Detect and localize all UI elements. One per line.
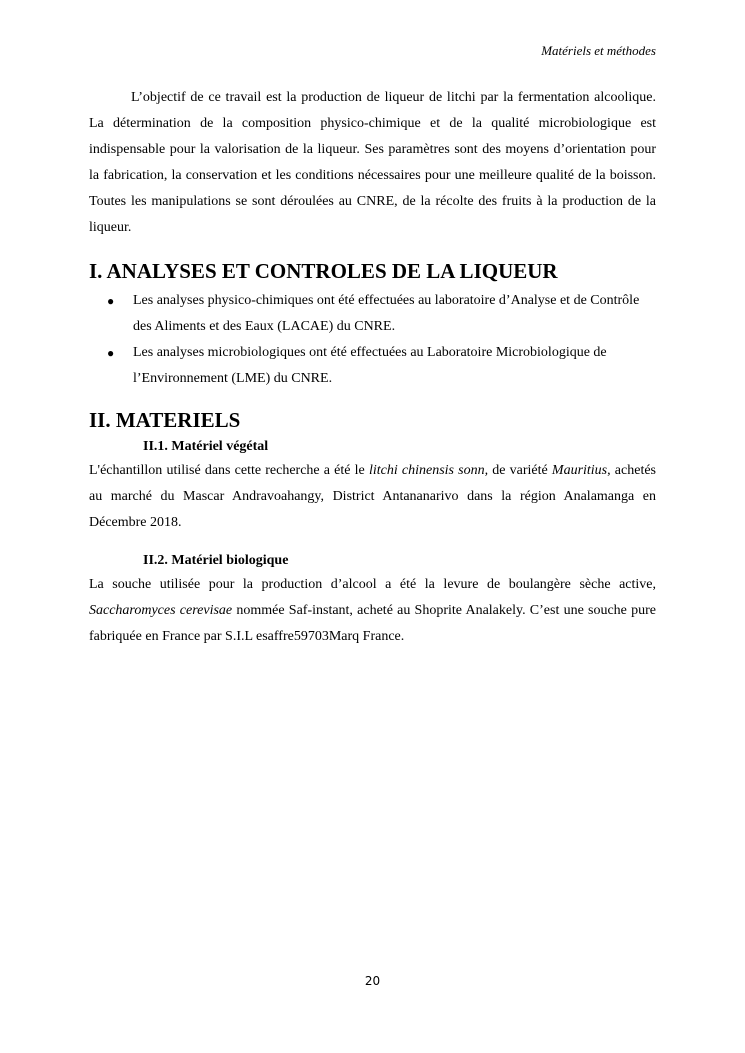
- bullet-dot-icon: ●: [107, 346, 115, 360]
- intro-paragraph: L’objectif de ce travail est la production de liqueur de litchi par la fermentation alcoolique. La détermination de la composition physico-chimique et de la qualité microbiologique est indispensable pour la valorisation de la liqueur. Ses paramètres sont des moyens d’orientation pour la fabrication, la conservation et les conditions nécessaires pour une meilleure qualité de la boisson. Toutes les manipulations se sont déroulées au CNRE, de la récolte des fruits à la production de la liqueur.: [89, 90, 656, 235]
- bullet-text: Les analyses microbiologiques ont été effectuées au Laboratoire Microbiologique de l’Environnement (LME) du CNRE.: [133, 345, 607, 386]
- running-header: Matériels et méthodes: [541, 43, 656, 58]
- text-segment: , achetés au marché du Mascar Andravoahangy, District Antananarivo dans la région Analamanga en Décembre 2018.: [89, 463, 657, 530]
- section-1-bullet-list: [89, 288, 656, 392]
- bullet-text: Les analyses physico-chimiques ont été effectuées au laboratoire d’Analyse et de Contrôle des Aliments et des Eaux (LACAE) du CNRE.: [133, 293, 640, 334]
- text-segment: La souche utilisée pour la production d’alcool a été la levure de boulangère sèche active,: [89, 577, 656, 592]
- page-number: 20: [364, 974, 381, 988]
- bullet-item: [89, 288, 656, 340]
- species-name: litchi chinensis sonn,: [368, 463, 489, 478]
- variety-name: Mauritius: [551, 463, 608, 478]
- section-2-heading: II. MATERIELS: [89, 408, 241, 432]
- subsection-2-2-paragraph: [89, 572, 656, 650]
- species-name: Saccharomyces cerevisae: [89, 603, 233, 618]
- text-segment: L'échantillon utilisé dans cette recherche a été le: [89, 463, 369, 478]
- text-segment: nommée Saf-instant, acheté au Shoprite Analakely. C’est une souche pure fabriquée en France par S.I.L esaffre59703Marq France.: [89, 603, 656, 644]
- bullet-dot-icon: ●: [107, 294, 115, 308]
- page-body: [89, 85, 656, 650]
- subsection-2-1-paragraph: [89, 458, 656, 536]
- bullet-item: [89, 340, 656, 392]
- section-1-heading: I. ANALYSES ET CONTROLES DE LA LIQUEUR: [89, 259, 558, 283]
- text-segment: de variété: [488, 463, 552, 478]
- subsection-2-1-heading: II.1. Matériel végétal: [143, 439, 269, 454]
- subsection-2-2-heading: II.2. Matériel biologique: [143, 553, 289, 568]
